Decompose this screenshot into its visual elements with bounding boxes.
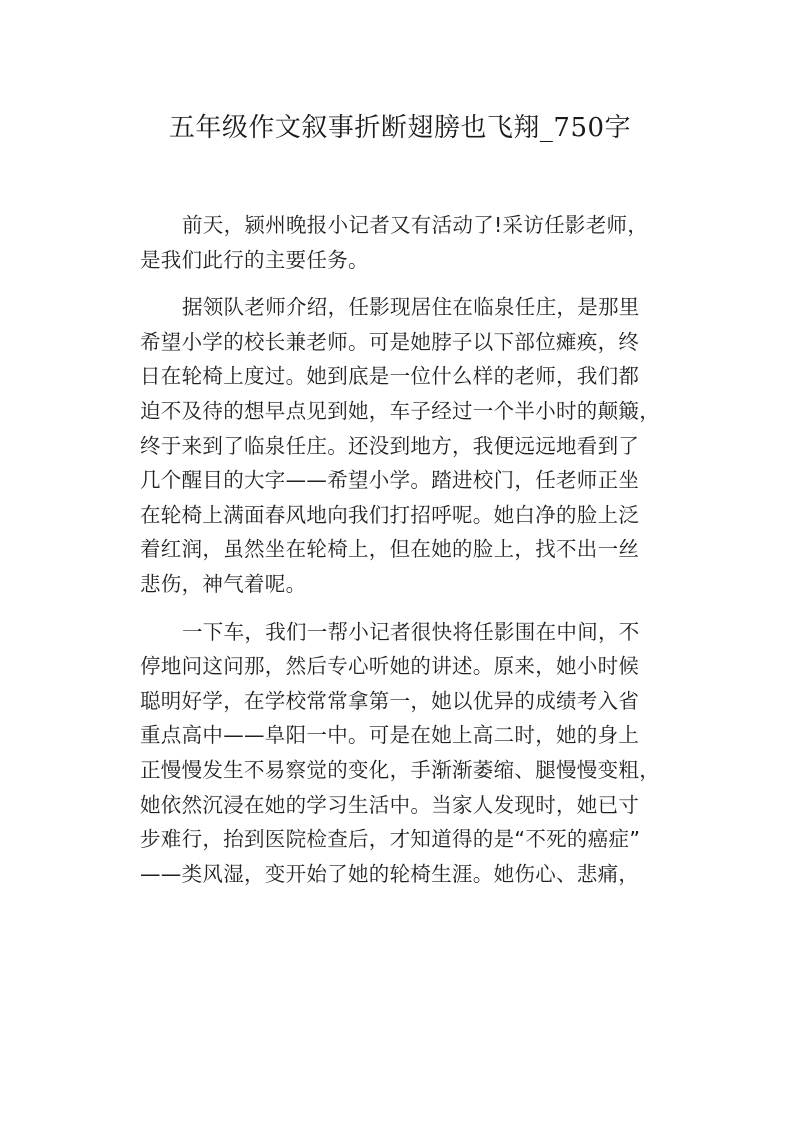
paragraph-3-line-4: 重点高中——阜阳一中。可是在她上高二时，她的身上 [140,723,640,748]
paragraph-2-line-7: 在轮椅上满面春风地向我们打招呼呢。她白净的脸上泛 [140,502,640,527]
paragraph-gap [140,277,660,290]
paragraph-3-line-1: 一下车，我们一帮小记者很快将任影围在中间，不 [182,619,640,644]
paragraph-3-line-6: 她依然沉浸在她的学习生活中。当家人发现时，她已寸 [140,792,640,817]
paragraph-gap [140,602,660,615]
paragraph-2-line-3: 日在轮椅上度过。她到底是一位什么样的老师，我们都 [140,364,640,389]
page-title: 五年级作文叙事折断翅膀也飞翔_750字 [168,113,632,143]
paragraph-2-line-4: 迫不及待的想早点见到她，车子经过一个半小时的颠簸， [140,398,660,423]
paragraph-3-line-8: ——类风湿，变开始了她的轮椅生涯。她伤心、悲痛， [140,861,640,886]
paragraph-1-line-2: 是我们此行的主要任务。 [140,247,369,272]
paragraph-2-line-2: 希望小学的校长兼老师。可是她脖子以下部位瘫痪，终 [140,329,640,354]
paragraph-2-line-5: 终于来到了临泉任庄。还没到地方，我便远远地看到了 [140,433,640,458]
article-body [140,208,660,891]
paragraph-2-line-8: 着红润，虽然坐在轮椅上，但在她的脸上，找不出一丝 [140,537,640,562]
paragraph-1-line-1: 前天，颍州晚报小记者又有活动了!采访任影老师， [182,213,649,237]
paragraph-3-line-3: 聪明好学，在学校常常拿第一，她以优异的成绩考入省 [140,688,640,713]
paragraph-2-line-9: 悲伤，神气着呢。 [140,571,307,596]
paragraph-3-line-7: 步难行，抬到医院检查后，才知道得的是“不死的癌症” [140,827,641,852]
paragraph-3-line-5: 正慢慢发生不易察觉的变化，手渐渐萎缩、腿慢慢变粗， [140,757,660,782]
paragraph-3-line-2: 停地问这问那，然后专心听她的讲述。原来，她小时候 [140,654,640,679]
paragraph-2-line-6: 几个醒目的大字——希望小学。踏进校门，任老师正坐 [140,468,640,493]
paragraph-2-line-1: 据领队老师介绍，任影现居住在临泉任庄，是那里 [182,295,640,320]
